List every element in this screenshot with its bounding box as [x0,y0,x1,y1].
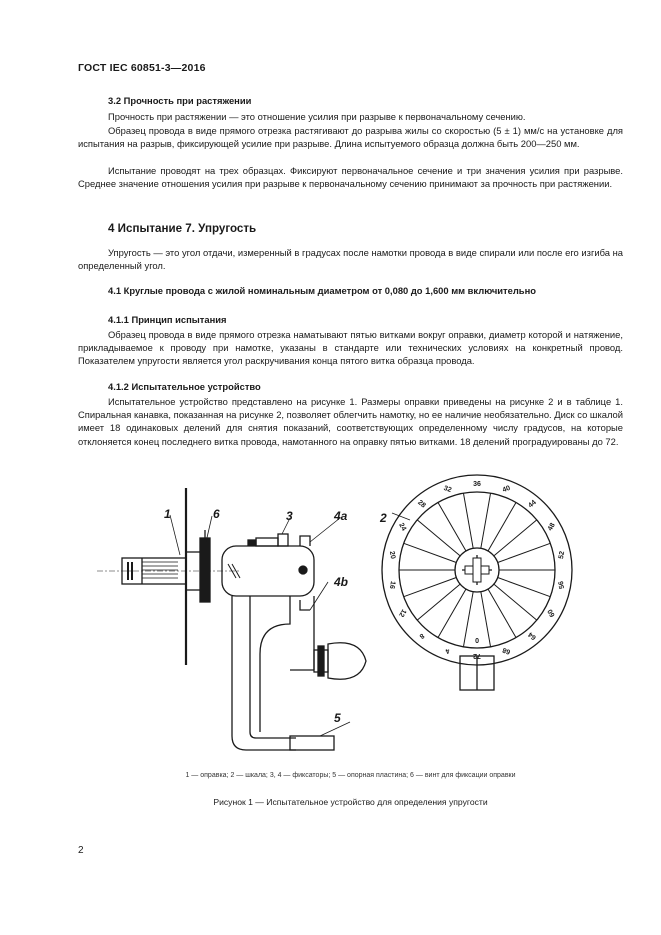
dial-number: 48 [546,522,557,533]
heading-4-1-2: 4.1.2 Испытательное устройство [108,381,261,392]
dial-spoke [488,589,516,637]
figure-caption: Рисунок 1 — Испытательное устройство для определения упругости [213,797,488,807]
label-5: 5 [334,711,341,725]
paragraph-3-2-3 [78,164,623,190]
figure-labels [164,507,387,725]
label-2: 2 [380,511,387,525]
dial-number: 52 [557,550,567,560]
paragraph-text: Упругость — это угол отдачи, измеренный в градусах после намотки провода в виде спирали или после его изгиба на определенный угол. [78,247,623,272]
dial-number: 64 [527,630,538,641]
dial-number: 40 [501,484,512,495]
heading-4-1-1: 4.1.1 Принцип испытания [108,314,227,325]
label-6: 6 [213,507,220,521]
dial-number: 32 [442,484,453,495]
paragraph-4-1-1 [78,328,623,368]
heading-4-1: 4.1 Круглые провода с жилой номинальным диаметром от 0,080 до 1,600 мм включительно [108,285,536,296]
dial-spoke [488,502,516,550]
paragraph-text: Прочность при растяжении — это отношение усилия при разрыве к первоначальному сечению. [108,111,526,122]
dial-number: 4 [444,646,451,655]
page-number: 2 [78,845,84,856]
dial-number: 24 [397,522,408,533]
paragraph-text: Образец провода в виде прямого отрезка наматывают пятью витками вокруг оправки, диаметр которой и натяжение, прикладываемое к проводу при намотке, указаны в стандарте или технических условиях на конкретный провод. Показателем упругости является угол раскручивания конца пятого витка образца провода. [78,329,623,367]
dial-spoke [481,493,491,548]
paragraph-3-2-2 [78,124,623,150]
dial-number: 0 [475,636,479,644]
paragraph-text: Испытательное устройство представлено на рисунке 1. Размеры оправки приведены на рисунке 2 и в таблице 1. Спиральная канавка, показанная на рисунке 2, позволяет облегчить намотку, но ее наличие необязательно. Диск со шкалой имеет 18 одинаковых делений для снятия показаний, соответствующих определенному числу градусов, на которые отклоняется конец последнего витка провода, намотанного на оправку пятью витками. 18 делений проградуированы до 72. [78,396,623,447]
dial-number: 44 [527,499,538,510]
label-4b: 4b [334,575,349,589]
paragraph-3-2-1 [78,110,623,123]
dial-number: 8 [417,631,426,640]
figure-legend: 1 — оправка; 2 — шкала; 3, 4 — фиксаторы; 5 — опорная пластина; 6 — винт для фиксации оправки [185,772,516,779]
dial-spoke [463,592,473,647]
dial-spoke [481,592,491,647]
dial-number: 20 [387,550,397,560]
label-3: 3 [286,509,293,523]
dial-number: 60 [546,607,557,618]
heading-4: 4 Испытание 7. Упругость [108,222,257,235]
knob [328,643,366,679]
device-side-view [97,488,366,750]
dial-number: 12 [397,607,408,618]
dial-spoke [438,589,466,637]
dial-number: 68 [501,645,512,656]
dial-number: 28 [416,499,427,510]
document-header: ГОСТ IEC 60851-3—2016 [78,62,206,74]
label-1: 1 [164,507,171,521]
paragraph-4-1 [78,246,623,272]
heading-3-2: 3.2 Прочность при растяжении [108,95,252,106]
figure-device [0,470,661,770]
stand-body [232,596,296,750]
dial-number: 16 [387,580,397,590]
dial-number: 72 [473,652,481,660]
dial-number: 56 [557,580,567,590]
paragraph-text: Образец провода в виде прямого отрезка растягивают до разрыва жилы со скоростью (5 ± 1) мм/с на установке для испытания на разрыв, фиксирующей усилие при разрыве. Длина испытуемого образца должна быть 200—250 мм. [78,125,623,150]
paragraph-text: Испытание проводят на трех образцах. Фиксируют первоначальное сечение и три значения усилия при разрыве. Среднее значение отношения усилия при разрыве к первоначальному сечению принимают за прочность при растяжении. [78,165,623,190]
dial-number: 36 [473,480,481,488]
dial-spoke [463,493,473,548]
dial-spoke [438,502,466,550]
paragraph-4-1-2 [78,395,623,448]
base-plate [290,736,334,750]
label-4a: 4а [334,509,348,523]
